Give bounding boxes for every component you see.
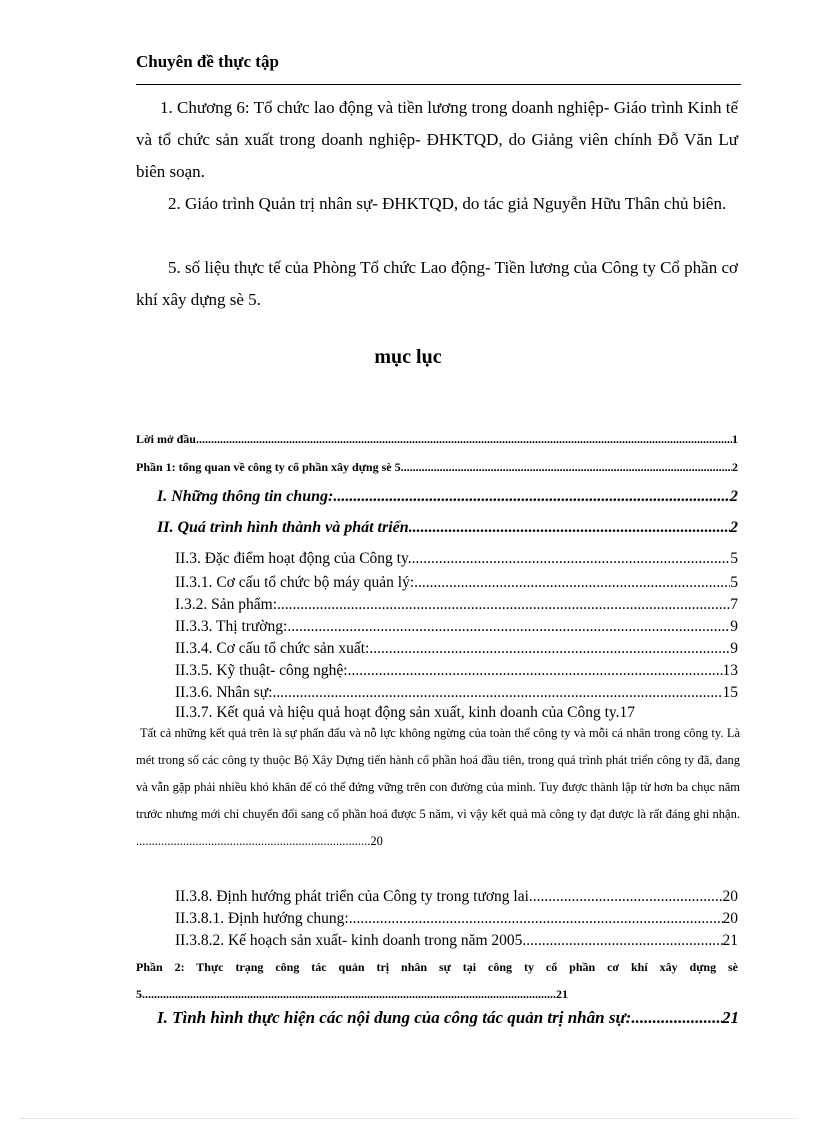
toc-entry[interactable]: [175, 932, 738, 950]
toc-entry[interactable]: [157, 1008, 739, 1028]
toc-entry[interactable]: [175, 662, 738, 680]
toc-entry[interactable]: [175, 888, 738, 906]
toc-entry-text: Tất cả những kết quả trên là sự phấn đấu và nỗ lực không ngừng của toàn thể công ty và mỗi cá nhân trong công ty. Là mét trong số các công ty thuộc Bộ Xây Dựng tiến hành cổ phần hoá đầu tiên, trong quá trình phát triển công ty đã, đang và vẫn gặp phải nhiều khó khăn để có thể đứng vững trên con đường của mình. Tuy được thành lập từ hơn ba chục năm trước nhưng mới chỉ chuyển đổi sang cổ phần hoá được 5 năm, vì vậy kết quả mà công ty đạt được là rất đáng ghi nhận.: [136, 726, 740, 821]
toc-entry-text: II.3. Đặc điểm hoạt động của Công ty.: [175, 550, 412, 567]
toc-leader: [631, 1008, 722, 1028]
toc-entry-text: II.3.3. Thị trường:: [175, 618, 288, 635]
toc-entry[interactable]: [157, 488, 738, 506]
reference-number: 2.: [168, 194, 181, 213]
toc-entry[interactable]: [175, 574, 738, 592]
toc-entry-text: II.3.8.2. Kế hoạch sản xuất- kinh doanh trong năm 2005.: [175, 932, 527, 949]
toc-entry-page: 9: [730, 640, 738, 657]
toc-entry-text: II.3.8. Định hướng phát triển của Công ty trong tương lai.: [175, 888, 533, 905]
toc-leader: [414, 574, 730, 592]
toc-entry-text: Phần 2: Thực trạng công tác quản trị nhân sự tại công ty cổ phần cơ khí xây dựng sè 5: [136, 960, 738, 1001]
toc-entry-page: 15: [722, 684, 738, 701]
toc-leader: [287, 618, 730, 636]
toc-entry-text: II.3.6. Nhân sự:: [175, 684, 273, 701]
toc-entry-text: II.3.5. Kỹ thuật- công nghệ:: [175, 662, 348, 679]
toc-entry-page: 21: [556, 987, 568, 1001]
toc-entry-page: 9: [730, 618, 738, 635]
toc-entry-page: 5: [730, 574, 738, 591]
toc-entry-page: 1: [732, 432, 738, 446]
toc-leader: ...........................................................................: [136, 834, 371, 848]
page-header-title: Chuyên đề thực tập: [136, 52, 279, 71]
toc-entry-page: 21: [722, 1008, 739, 1027]
toc-entry[interactable]: [175, 684, 738, 702]
toc-entry[interactable]: [175, 618, 738, 636]
toc-entry-page: 5: [730, 550, 738, 567]
toc-entry-page: 20: [722, 910, 738, 927]
toc-leader: [273, 684, 723, 702]
toc-entry-text: II.3.7. Kết quả và hiệu quả hoạt động sản xuất, kinh doanh của Công ty.: [175, 704, 620, 721]
toc-leader: [277, 596, 730, 614]
reference-item: [136, 92, 738, 188]
toc-entry-text: I. Tình hình thực hiện các nội dung của công tác quản trị nhân sự:: [157, 1008, 632, 1027]
toc-leader: [369, 640, 730, 658]
toc-entry-page: 2: [730, 488, 738, 505]
reference-number: 1.: [160, 98, 173, 117]
reference-item: [136, 252, 738, 316]
toc-leader: [348, 662, 723, 680]
toc-entry-text: I. Những thông tin chung:: [157, 488, 334, 505]
toc-entry-page: 21: [722, 932, 738, 949]
toc-leader: [412, 550, 731, 568]
toc-leader: [409, 519, 730, 537]
toc-entry[interactable]: [136, 460, 738, 475]
toc-entry-text: Lời mở đầu: [136, 432, 196, 446]
toc-entry-text: II.3.8.1. Định hướng chung:: [175, 910, 349, 927]
toc-entry-text: II.3.1. Cơ cấu tổ chức bộ máy quản lý:: [175, 574, 415, 591]
toc-entry-page: 17: [619, 704, 636, 721]
toc-entry[interactable]: [136, 432, 738, 447]
toc-entry[interactable]: [175, 550, 738, 568]
toc-entry-page: 20: [722, 888, 738, 905]
toc-leader: [404, 460, 732, 475]
toc-entry-page: 13: [722, 662, 738, 679]
toc-leader: ..........................................................................................................................................: [142, 987, 556, 1001]
toc-entry[interactable]: [175, 640, 738, 658]
toc-title: mục lục: [374, 346, 442, 368]
toc-entry-text: Phần 1: tổng quan về công ty cổ phần xây dựng sè 5.: [136, 460, 404, 474]
toc-entry-multiline[interactable]: [136, 954, 738, 1008]
reference-text: Chương 6: Tổ chức lao động và tiền lương trong doanh nghiệp- Giáo trình Kinh tế và tổ chức sản xuất trong doanh nghiệp- ĐHKTQD, do Giảng viên chính Đỗ Văn Lư biên soạn.: [136, 98, 738, 181]
toc-entry-text: II.3.4. Cơ cấu tổ chức sản xuất:: [175, 640, 370, 657]
header-divider: [136, 84, 741, 85]
reference-text: số liệu thực tế của Phòng Tổ chức Lao động- Tiền lương của Công ty Cổ phần cơ khí xây dựng sè 5.: [136, 258, 739, 309]
toc-entry-text: II. Quá trình hình thành và phát triển: [157, 519, 409, 536]
toc-entry-page: 2: [732, 460, 738, 474]
toc-entry-paragraph[interactable]: [136, 720, 740, 855]
toc-leader: [333, 488, 730, 506]
toc-entry-page: 2: [730, 519, 738, 536]
toc-entry[interactable]: [175, 596, 738, 614]
toc-entry-page: 20: [370, 834, 383, 848]
toc-leader: [349, 910, 723, 928]
toc-leader: [533, 888, 723, 906]
reference-text: Giáo trình Quản trị nhân sự- ĐHKTQD, do tác giả Nguyễn Hữu Thân chủ biên.: [185, 194, 727, 213]
toc-entry-text: I.3.2. Sản phẩm:: [175, 596, 278, 613]
toc-leader: [196, 432, 732, 447]
toc-leader: [526, 932, 722, 950]
toc-entry-page: 7: [730, 596, 738, 613]
toc-entry[interactable]: [157, 519, 738, 537]
reference-number: 5.: [168, 258, 181, 277]
reference-item: [136, 188, 738, 220]
page-bottom-border: [20, 1118, 796, 1119]
toc-entry[interactable]: [175, 910, 738, 928]
